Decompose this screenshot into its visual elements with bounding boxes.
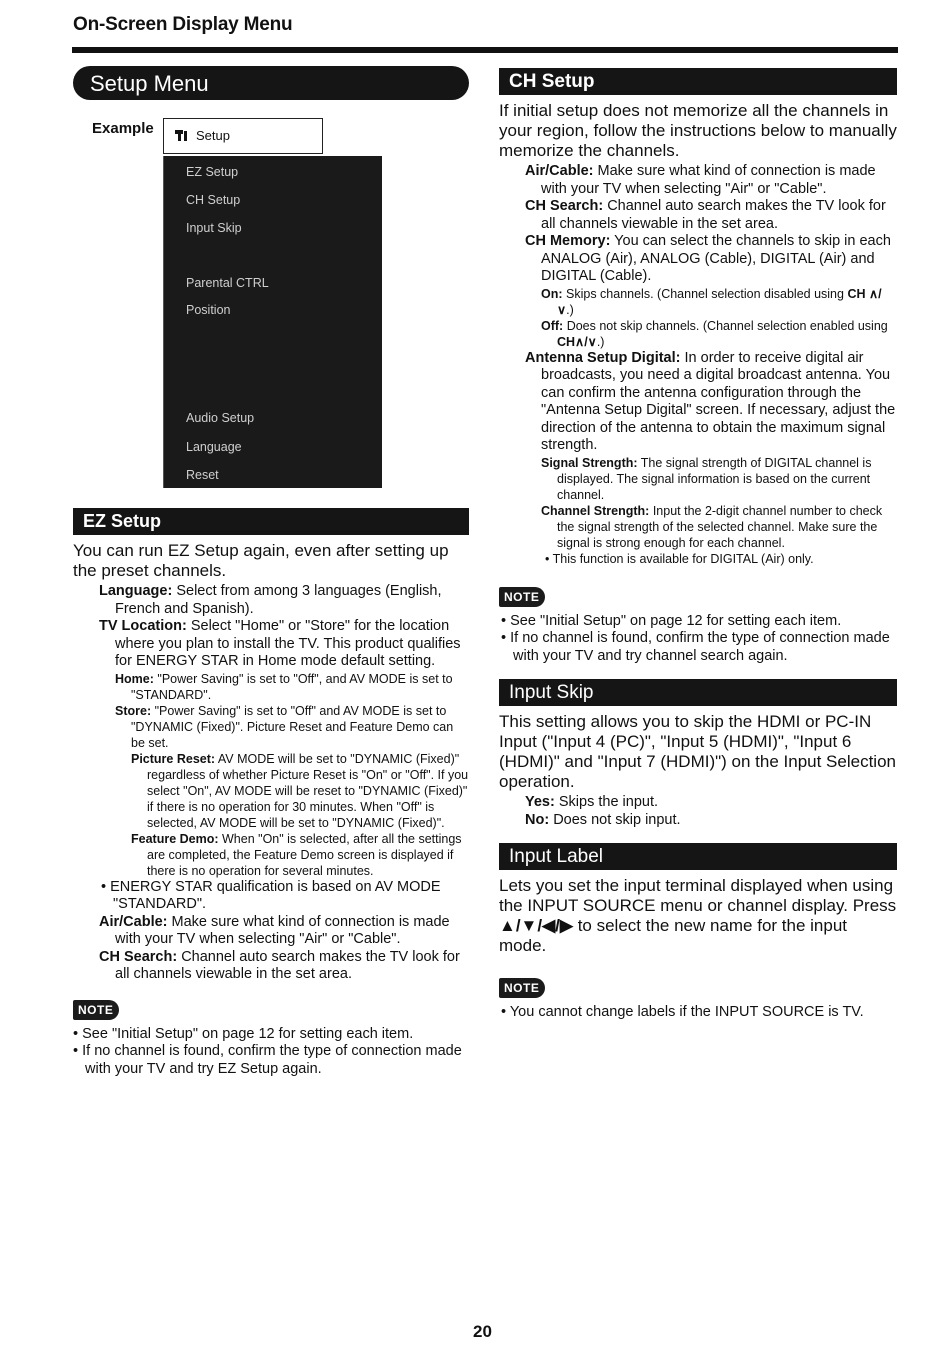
ez-note-badge: NOTE xyxy=(73,1000,119,1020)
setup-icon xyxy=(174,128,188,142)
setup-menu-box xyxy=(163,118,323,154)
example-figure xyxy=(73,118,469,508)
ch-note-badge: NOTE xyxy=(499,587,545,607)
input-skip-no: No: Does not skip input. xyxy=(525,811,681,828)
ch-off-item: Off: Does not skip channels. (Channel selection enabled using CH∧/∨.) xyxy=(541,318,888,349)
ez-feature-demo-item: Feature Demo: When "On" is selected, after all the settings are completed, the Feature Demo screen is displayed if there is no operation for several minutes. xyxy=(131,831,462,878)
menu-item-audio-setup[interactable]: Audio Setup xyxy=(186,411,255,425)
ez-setup-title: EZ Setup xyxy=(73,508,469,535)
example-label: Example xyxy=(92,120,154,137)
menu-item-position[interactable]: Position xyxy=(186,303,231,317)
ez-setup-lead: You can run EZ Setup again, even after setting up the preset channels. xyxy=(73,541,449,580)
menu-item-parental-ctrl[interactable]: Parental CTRL xyxy=(186,276,269,290)
ez-energy-bullet: • ENERGY STAR qualification is based on AV MODE "STANDARD". xyxy=(101,878,441,912)
menu-item-reset[interactable]: Reset xyxy=(186,468,219,482)
ch-note-1: • See "Initial Setup" on page 12 for setting each item. xyxy=(501,612,842,629)
ch-setup-lead: If initial setup does not memorize all the channels in your region, follow the instructions below to manually memorize the channels. xyxy=(499,101,897,160)
ch-search-item: CH Search: Channel auto search makes the TV look for all channels viewable in the set area. xyxy=(525,198,886,232)
ch-function-bullet: • This function is available for DIGITAL (Air) only. xyxy=(545,551,814,566)
input-label-lead: Lets you set the input terminal displayed when using the INPUT SOURCE menu or channel display. Press ▲/▼/◀/▶ to select the new name for the input mode. xyxy=(499,876,897,955)
right-column xyxy=(499,68,897,1022)
setup-menu-title: Setup Menu xyxy=(73,66,469,100)
ch-antenna-item: Antenna Setup Digital: In order to receive digital air broadcasts, you need a digital broadcast antenna. You can confirm the antenna configuration through the "Antenna Setup Digital" screen. If necessary, adjust the direction of the antenna to obtain the maximum signal strength. xyxy=(525,349,896,453)
input-skip-lead: This setting allows you to skip the HDMI or PC-IN Input ("Input 4 (PC)", "Input 5 (HDMI)", "Input 6 (HDMI)" and "Input 7 (HDMI)") on the Input Selection operation. xyxy=(499,712,896,791)
ez-note-1: • See "Initial Setup" on page 12 for setting each item. xyxy=(73,1025,414,1042)
input-skip-title: Input Skip xyxy=(499,679,897,706)
menu-item-input-skip[interactable]: Input Skip xyxy=(186,221,242,235)
ch-air-cable-item: Air/Cable: Make sure what kind of connection is made with your TV when selecting "Air" or "Cable". xyxy=(525,163,876,197)
page-number: 20 xyxy=(473,1322,492,1341)
ez-note-2: • If no channel is found, confirm the type of connection made with your TV and try EZ Setup again. xyxy=(73,1043,462,1077)
ch-channel-strength-item: Channel Strength: Input the 2-digit channel number to check the signal strength of the selected channel. Make sure the signal is strong enough for each channel. xyxy=(541,503,883,550)
page-header-title: On-Screen Display Menu xyxy=(73,14,293,35)
left-column xyxy=(73,66,469,1078)
ch-memory-item: CH Memory: You can select the channels to skip in each ANALOG (Air), ANALOG (Cable), DIGITAL (Air) and DIGITAL (Cable). xyxy=(525,233,891,284)
ez-air-cable-item: Air/Cable: Make sure what kind of connection is made with your TV when selecting "Air" or "Cable". xyxy=(99,913,450,947)
ez-picture-reset-item: Picture Reset: AV MODE will be set to "DYNAMIC (Fixed)" regardless of whether Picture Reset is "On" or "Off". If you select "On", AV MODE will be reset to "DYNAMIC (Fixed)" if there is no operation for 30 minutes. When "Off" is selected, AV MODE will be set to "DYNAMIC (Fixed)". xyxy=(131,751,469,830)
header-rule xyxy=(72,47,898,53)
ez-tv-location-item: TV Location: Select "Home" or "Store" for the location where you plan to install the TV. This product qualifies for ENERGY STAR in Home mode default setting. xyxy=(99,618,461,669)
ez-ch-search-item: CH Search: Channel auto search makes the TV look for all channels viewable in the set area. xyxy=(99,948,460,982)
setup-menu-list xyxy=(163,156,382,488)
ch-on-item: On: Skips channels. (Channel selection disabled using CH ∧/∨.) xyxy=(541,286,882,317)
ez-language-item: Language: Select from among 3 languages (English, French and Spanish). xyxy=(99,583,442,617)
ch-setup-title: CH Setup xyxy=(499,68,897,95)
input-label-note: • You cannot change labels if the INPUT SOURCE is TV. xyxy=(501,1004,864,1020)
arrow-keys-icon: ▲/▼/◀/▶ xyxy=(499,916,573,935)
menu-item-ez-setup[interactable]: EZ Setup xyxy=(186,165,239,179)
menu-item-language[interactable]: Language xyxy=(186,440,242,454)
input-skip-yes: Yes: Skips the input. xyxy=(525,794,659,810)
ez-store-item: Store: "Power Saving" is set to "Off" and AV MODE is set to "DYNAMIC (Fixed)". Picture Reset and Feature Demo can be set. xyxy=(115,703,454,750)
ch-signal-strength-item: Signal Strength: The signal strength of DIGITAL channel is displayed. The signal information is based on the current channel. xyxy=(541,455,872,502)
setup-box-label: Setup xyxy=(196,128,230,143)
ez-home-item: Home: "Power Saving" is set to "Off", and AV MODE is set to "STANDARD". xyxy=(115,671,453,702)
input-label-title: Input Label xyxy=(499,843,897,870)
ch-note-2: • If no channel is found, confirm the type of connection made with your TV and try channel search again. xyxy=(501,630,890,664)
menu-item-ch-setup[interactable]: CH Setup xyxy=(186,193,241,207)
input-label-note-badge: NOTE xyxy=(499,978,545,998)
